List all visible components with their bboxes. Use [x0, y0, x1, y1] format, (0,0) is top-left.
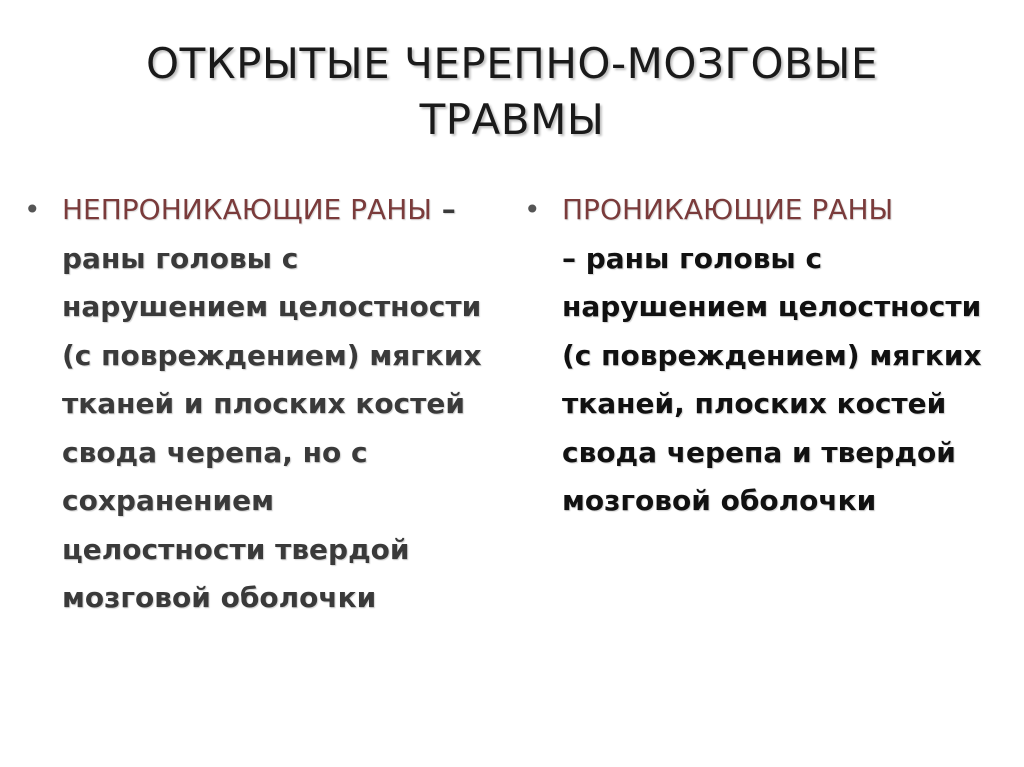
right-description: – раны головы с нарушением целостности (с повреждением) мягких тканей, плоских костей свода черепа и твердой мозговой оболочки [562, 241, 982, 517]
left-bullet-icon: • [24, 193, 41, 226]
slide-title-line-2: ТРАВМЫ [419, 95, 605, 144]
right-column [524, 186, 994, 526]
left-description: – раны головы с нарушением целостности (с повреждением) мягких тканей и плоских костей свода черепа, но с сохранением целостности твердой мозговой оболочки [62, 193, 482, 614]
right-bullet-icon: • [524, 193, 541, 226]
right-bullet-item [524, 186, 994, 526]
slide-title [0, 36, 1024, 148]
left-bullet-item [24, 186, 484, 623]
left-term: НЕПРОНИКАЮЩИЕ РАНЫ [62, 193, 432, 226]
slide-title-line-1: ОТКРЫТЫЕ ЧЕРЕПНО-МОЗГОВЫЕ [146, 39, 878, 88]
left-column [24, 186, 484, 623]
right-term: ПРОНИКАЮЩИЕ РАНЫ [562, 193, 894, 226]
